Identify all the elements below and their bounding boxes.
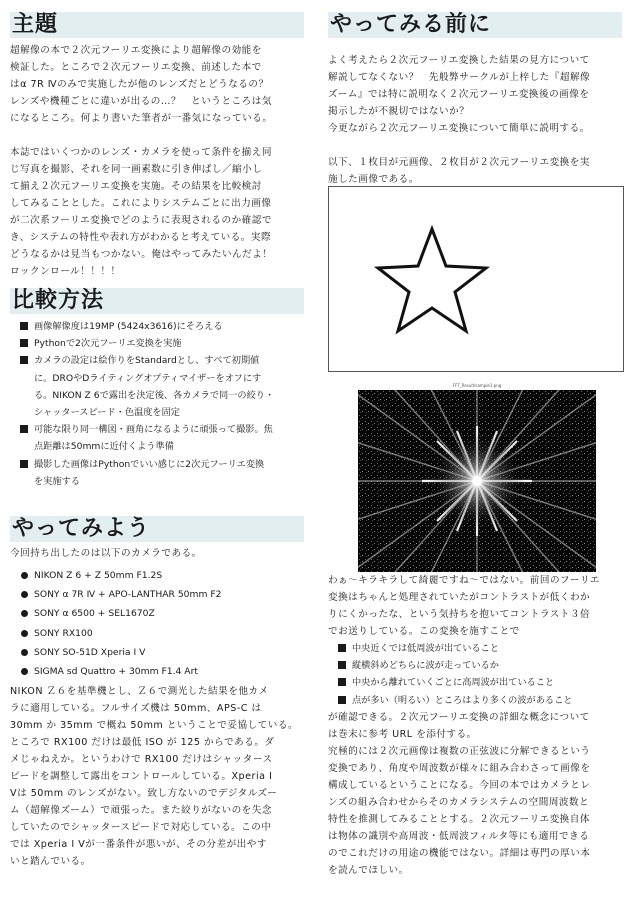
point-item: 点が多い（明るい）ところはより多くの波があること — [328, 692, 624, 709]
try-intro: 今回持ち出したのは以下のカメラである。 — [10, 548, 202, 559]
camera-item: SONY RX100 — [10, 624, 306, 643]
points-list — [328, 640, 624, 709]
theme-heading: 主題 — [10, 12, 304, 38]
fft-spectrum-icon — [358, 390, 596, 572]
point-item: 縦横斜めどちらに波が走っているか — [328, 657, 624, 674]
camera-list — [10, 566, 306, 681]
camera-item: SONY SO-51D Xperia Ⅰ Ⅴ — [10, 643, 306, 662]
fft-caption: FFT_Result/sample1.png — [452, 383, 502, 388]
camera-item: SIGMA sd Quattro + 30mm F1.4 Art — [10, 662, 306, 681]
method-item: カメラの設定は絵作りをStandardとし、すべて初期値 に。DROやDライティングオプティマイザーをオフにす る。NIKON Z 6で露出を決定後、各カメラで同一の絞り・ シャッタースピード・色温度を固定 — [10, 352, 306, 421]
theme-body: 超解像の本で２次元フーリエ変換により超解像の効能を 検証した。ところで２次元フーリエ変換、前述した本で はα 7R Ⅳのみで実施したが他のレンズだとどうなるの？ レンズや機種ごとに違いが出るの…？ というところは気 になるところ。何より書いた筆者が一番気になっている。 本誌ではいくつかのレンズ・カメラを使って条件を揃え同 じ写真を撮影、それを同一画素数に引き伸ばし／縮小し て揃え２次元フーリエ変換を実施。その結果を比較検討 してみることとした。これによりシステムごとに出力画像 が二次系フーリエ変換でどのように表現されるのか確認で き、システムの特性や表れ方がわかると考えている。実際 どうなるかは見当もつかない。俺はやってみたいんだよ！ ロックンロール！！！！ — [10, 45, 273, 277]
star-icon — [329, 187, 623, 371]
camera-item: NIKON Z 6 + Z 50mm F1.2S — [10, 566, 306, 585]
before-heading: やってみる前に — [328, 12, 622, 38]
fft-result-image — [358, 383, 596, 572]
method-item: 画像解像度は19MP (5424x3616)にそろえる — [10, 318, 306, 335]
camera-item: SONY α 6500 + SEL1670Z — [10, 604, 306, 623]
original-image-star — [328, 186, 624, 372]
before-body: よく考えたら２次元フーリエ変換した結果の見方について 解説してなくない？ 先般弊サークルが上梓した『超解像 ズーム』では特に説明なく２次元フーリエ変換後の画像を 掲示したが不親切ではないか？ 今更ながら２次元フーリエ変換について簡単に説明する。 以下、１枚目が元画像、２枚目が２次元フーリエ変換を実 施した画像である。 — [328, 55, 591, 185]
point-item: 中央近くでは低周波が出ていること — [328, 640, 624, 657]
method-list — [10, 318, 306, 490]
closing-body: が確認できる。２次元フーリエ変換の詳細な概念について は巻末に参考 URL を添付する。 究極的には２次元画像は複数の正弦波に分解できるという 変換であり、角度や周波数が様々に組み合わさって画像を 構成しているということになる。今回の本ではカメラとレ ンズの組み合わせからそのカメラシステムの空間周波数と 特性を推測してみることとする。２次元フーリエ変換自体 は物体の識別や高周波・低周波フィルタ等にも適用できる のでこれだけの用途の機能ではない。詳細は専門の厚い本 を読んでほしい。 — [328, 712, 591, 876]
point-item: 中央から離れていくごとに高周波が出ていること — [328, 674, 624, 691]
try-body: NIKON Ｚ６を基準機とし、Ｚ６で測光した結果を他カメ ラに適用している。フルサイズ機は 50mm、APS-C は 30mm か 35mm で概ね 50mm ということで妥協している。 ところで RX100 だけは最低 ISO が 125 からである。ダ メじゃねえか。というわけで RX100 だけはシャッタース ピードを調整して露出をコントロールしている。Xperia Ⅰ Ⅴは 50mm のレンズがない。致し方ないのでデジタルズー ム（超解像ズーム）で頑張った。また絞りがないのを失念 していたのでシャッタースピードで対応している。この中 では Xperia Ⅰ Ⅴが一番条件が悪いが、その分差が出やす いと踏んでいる。 — [10, 686, 299, 867]
method-item: 撮影した画像はPythonでいい感じに2次元フーリエ変換 を実施する — [10, 456, 306, 490]
method-item: 可能な限り同一構図・画角になるように頑張って撮影。焦 点距離は50mmに近付くよう準備 — [10, 421, 306, 455]
try-heading: やってみよう — [10, 516, 304, 542]
camera-item: SONY α 7R Ⅳ + APO-LANTHAR 50mm F2 — [10, 585, 306, 604]
method-item: Pythonで2次元フーリエ変換を実施 — [10, 335, 306, 352]
after-body: わぁ～キラキラして綺麗ですね～ではない。前回のフーリエ 変換はちゃんと処理されていたがコントラストが低くわか りにくかったな、という気持ちを抱いてコントラスト３倍 でお送りしている。この変換を施すことで — [328, 575, 600, 637]
method-heading: 比較方法 — [10, 288, 304, 314]
